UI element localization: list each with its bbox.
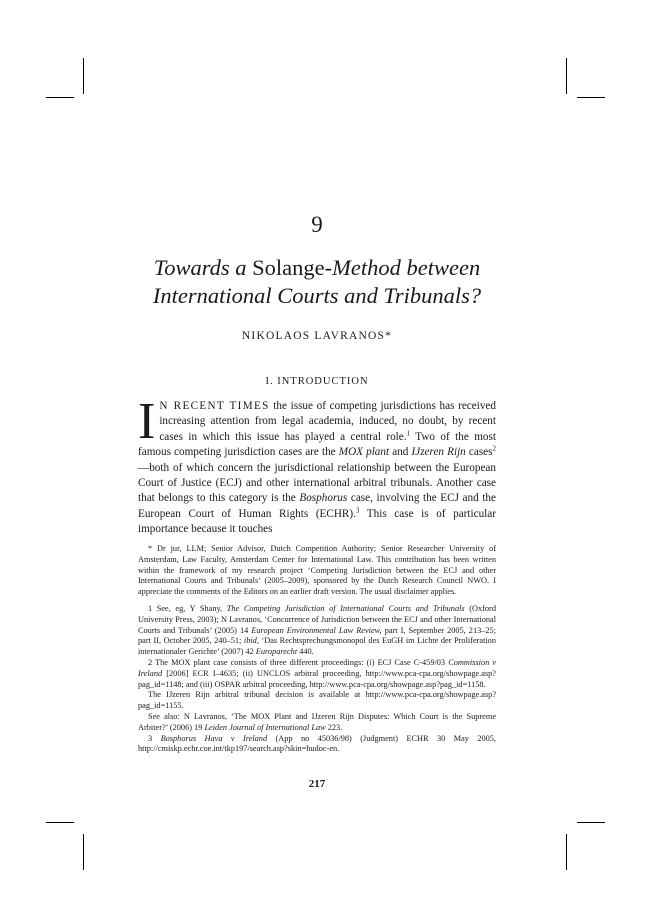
footnote-2-continued: The IJzeren Rijn arbitral tribunal decision is available at http://www.pca-cpa.org/showpage.asp?pag_id=1155. — [138, 690, 496, 711]
drop-cap: I — [138, 393, 156, 450]
body-text-run: —both of which concern the jurisdictional relationship between the European Court of Justice (ECJ) and other international arbitral tribunals. Another case that belongs to this category is the — [138, 461, 496, 505]
fn-italic: European Environmental Law Review, — [251, 625, 382, 635]
footnote-ref-2[interactable]: 2 — [492, 444, 497, 453]
fn-text: [2006] ECR I–4635; (ii) UNCLOS arbitral proceeding, http://www.pca-cpa.org/showpage.asp?pag_id=1148; and (iii) OSPAR arbitral proceeding, http://www.pca-cpa.org/showpage.asp?pag_id=1158. — [138, 668, 496, 689]
fn-text: 440. — [297, 647, 314, 657]
title-italic-a: Towards a — [153, 255, 253, 280]
body-text-run: the issue of competing jurisdictions has received increasing attention from legal academia, induced, no doubt, by recent cases in which this issue has played a central role. — [159, 400, 496, 443]
crop-mark-top-right-vertical — [566, 58, 567, 94]
crop-mark-bottom-right-vertical — [566, 834, 567, 870]
fn-italic: Commission v Ireland — [138, 657, 496, 678]
footnote-2 — [138, 658, 496, 690]
footnote-ref-3[interactable]: 3 — [355, 506, 360, 515]
footnote-star: * Dr jur, LLM; Senior Advisor, Dutch Competition Authority; Senior Researcher University of Amsterdam, Law Faculty, Amsterdam Center for International Law. This contribution has been written within the framework of my research project ‘Competing Jurisdiction between the ECJ and other International Courts and Tribunals’ (2005–2009), sponsored by the Dutch Research Council NWO. I appreciate the comments of the Editors on an earlier draft version. The usual disclaimer applies. — [138, 544, 496, 597]
fn-italic: Bosphorus Hava v Ireland — [160, 733, 268, 743]
footnote-ref-1[interactable]: 1 — [406, 429, 411, 438]
footnote-2-see-also — [138, 712, 496, 734]
crop-mark-top-left-horizontal — [46, 97, 74, 98]
section-heading: I. INTRODUCTION — [265, 376, 369, 387]
body-text-run: case, involving the ECJ and the European Court of Human Rights (ECHR). — [138, 492, 496, 520]
fn-text: See also: N Lavranos, ‘The MOX Plant and IJzeren Rijn Disputes: Which Court is the Supreme Arbiter?’ (2006) 19 — [138, 711, 496, 732]
crop-mark-top-right-horizontal — [577, 97, 605, 98]
chapter-title — [138, 254, 496, 310]
smallcaps-lead: N RECENT TIMES — [159, 400, 270, 412]
page-number: 217 — [308, 778, 326, 790]
footnote-1 — [138, 604, 496, 658]
body-text-run: Two of the most famous competing jurisdiction cases are the — [138, 430, 496, 459]
crop-mark-top-left-vertical — [83, 58, 84, 94]
fn-italic: Europarecht — [255, 647, 298, 657]
footnote-3 — [138, 734, 496, 756]
case-name-bosphorus: Bosphorus — [299, 492, 348, 505]
title-roman: Solange — [252, 255, 325, 280]
fn-italic: The Competing Jurisdiction of International Courts and Tribunals — [226, 603, 465, 613]
body-text-run: This case is of particular importance because it touches — [138, 507, 496, 536]
chapter-number: 9 — [311, 212, 323, 237]
fn-text: (Oxford University Press, 2003); N Lavranos, ‘Concurrence of Jurisdiction between the ECJ and other International Courts and Tribunals’ (2005) 14 — [138, 603, 496, 635]
author-name: NIKOLAOS LAVRANOS* — [241, 330, 393, 342]
fn-text: ‘Das Rechtsprechungsmonopol des EuGH im Lichte der Proliferation internationaler Gerichte’ (2007) 42 — [138, 636, 496, 657]
fn-text: part I, September 2005, 213–25; part II, October 2005, 240–51; — [138, 625, 497, 646]
case-name-mox: MOX plant — [338, 446, 390, 459]
footnotes — [138, 544, 496, 755]
fn-text: 1 See, eg, Y Shany, — [148, 603, 227, 613]
fn-text: (App no 45036/98) (Judgment) ECHR 30 May 2005, http://cmiskp.echr.coe.int/tkp197/search.asp?skin=hudoc-en. — [138, 733, 496, 754]
title-line-2: International Courts and Tribunals? — [152, 283, 482, 308]
body-text-run: and — [389, 446, 412, 459]
crop-mark-bottom-right-horizontal — [577, 822, 605, 823]
crop-mark-bottom-left-vertical — [83, 834, 84, 870]
title-italic-b: -Method between — [324, 255, 481, 280]
fn-italic: ibid, — [243, 636, 259, 646]
fn-text: 2 The MOX plant case consists of three different proceedings: (i) ECJ Case C-459/03 — [148, 657, 449, 667]
body-paragraph — [138, 393, 497, 538]
fn-italic: Leiden Journal of International Law — [204, 722, 326, 732]
case-name-ijzeren: IJzeren Rijn — [411, 446, 466, 459]
fn-text: 3 — [148, 733, 161, 743]
crop-mark-bottom-left-horizontal — [46, 822, 74, 823]
body-text-run: cases — [465, 446, 493, 459]
fn-text: 223. — [325, 722, 343, 732]
